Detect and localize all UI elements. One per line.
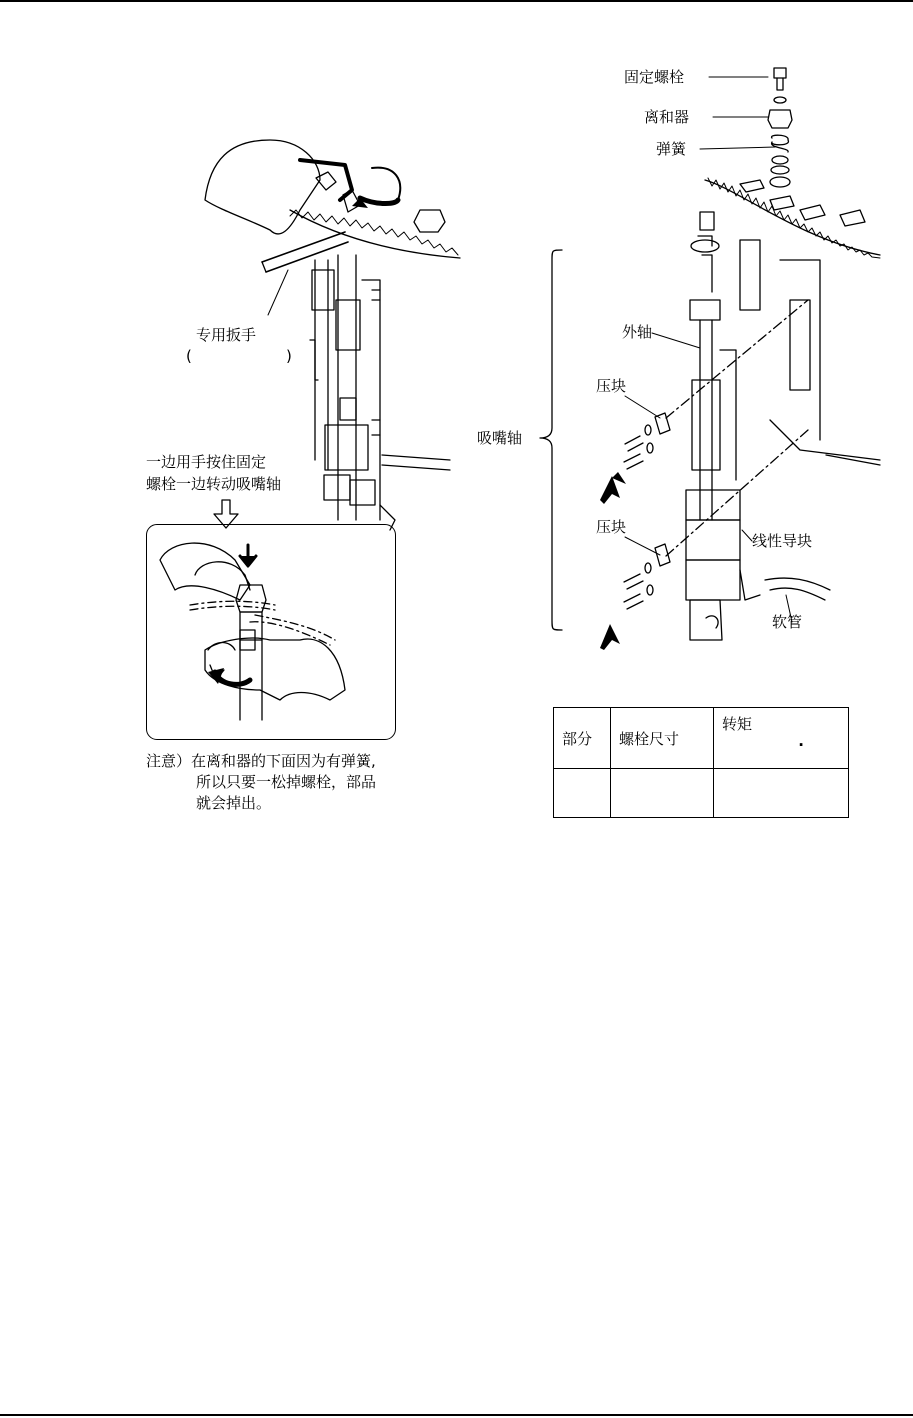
- table-header-row: [554, 708, 849, 769]
- torque-spec-table: [553, 707, 849, 818]
- header-part: 部分: [554, 708, 611, 769]
- label-hose: 软管: [772, 613, 803, 631]
- cell-torque: [714, 769, 849, 818]
- header-torque-label: 转矩: [722, 714, 753, 733]
- header-torque-dot: .: [798, 731, 804, 750]
- header-torque: [714, 708, 849, 769]
- label-paren-close: ): [286, 347, 292, 365]
- left-gear-arc: [290, 210, 460, 258]
- left-small-nut: [414, 210, 445, 232]
- left-hand-top: [205, 140, 320, 234]
- right-gear-arc: [705, 180, 880, 255]
- label-pressing-block-1: 压块: [596, 377, 627, 395]
- instruction-line-2: 螺栓一边转动吸嘴轴: [146, 475, 282, 493]
- label-outer-shaft: 外轴: [622, 323, 653, 341]
- label-nozzle-shaft: 吸嘴轴: [477, 429, 523, 447]
- note-line-2: 所以只要一松掉螺栓，部品: [196, 773, 377, 791]
- label-spring: 弹簧: [656, 140, 687, 158]
- label-clutch: 离和器: [644, 108, 690, 126]
- note-line-3: 就会掉出。: [196, 794, 272, 812]
- bottom-rule: [0, 1414, 913, 1416]
- instruction-line-1: 一边用手按住固定: [146, 453, 267, 471]
- cell-bolt-size: [611, 769, 714, 818]
- caution-note: [146, 751, 376, 814]
- table-row: [554, 769, 849, 818]
- label-pressing-block-2: 压块: [596, 518, 627, 536]
- header-bolt-size: 螺栓尺寸: [611, 708, 714, 769]
- cell-part: [554, 769, 611, 818]
- label-linear-guide: 线性导块: [752, 532, 813, 550]
- label-paren-open: (: [186, 347, 192, 365]
- label-fixing-bolt: 固定螺栓: [624, 68, 685, 86]
- label-special-wrench: 专用扳手: [196, 326, 257, 344]
- detail-inset-frame: [146, 524, 396, 740]
- note-line-1: 注意）在离和器的下面因为有弹簧,: [146, 752, 376, 770]
